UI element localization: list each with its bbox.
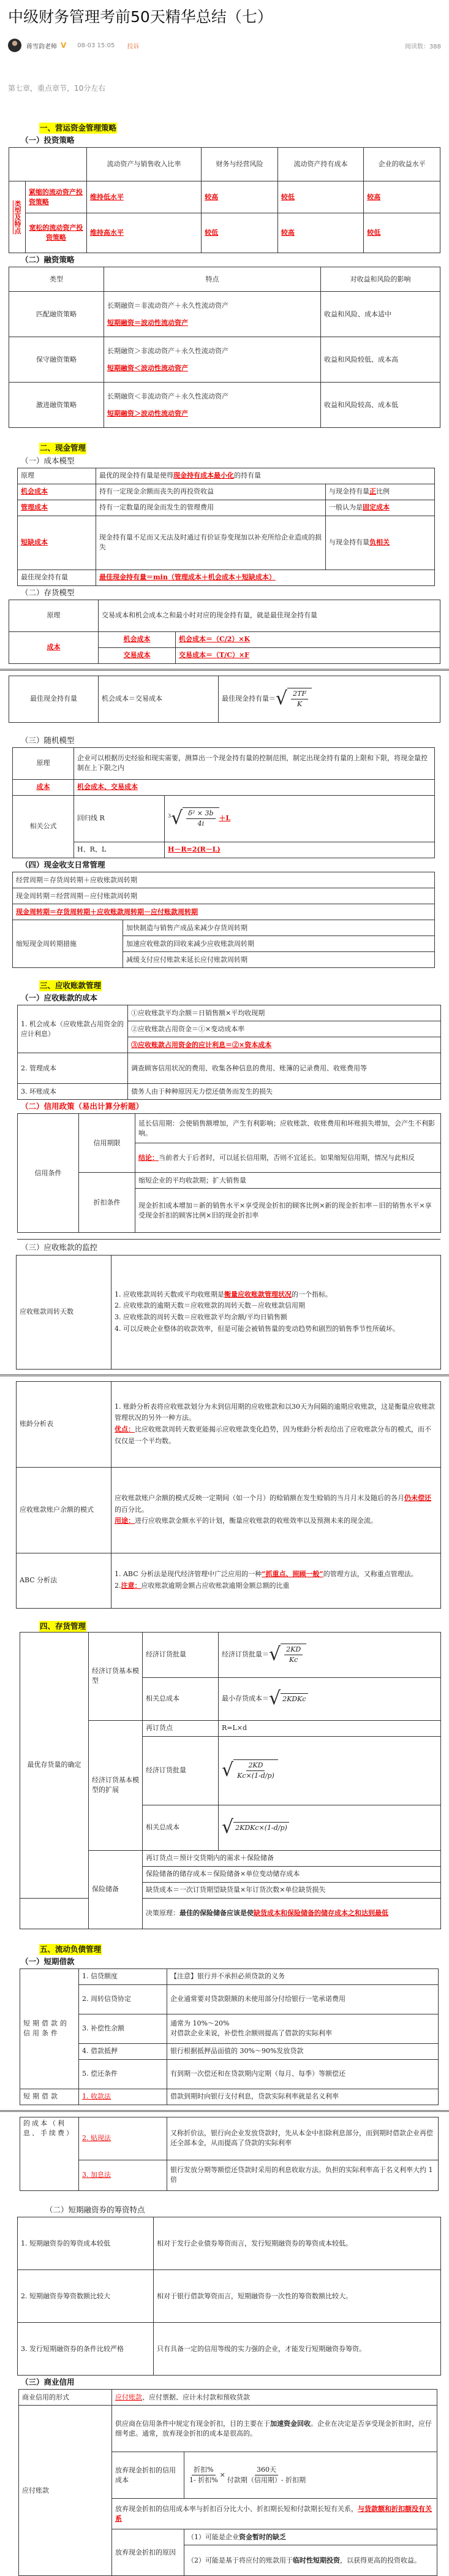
table-cell: ③应收账款占用资金的应计利息＝②×资本成本	[128, 1037, 441, 1053]
subsection-title: （二）融资策略	[21, 255, 75, 265]
subsection-title: （二）短期融资券的筹资特点	[45, 2204, 145, 2214]
table-cell: 只有具备一定的信用等级的实力强的企业，才能发行短期融资券筹资。	[154, 2323, 441, 2376]
table-cell: 最佳现金持有量	[9, 676, 99, 722]
table-cell: 短缺成本	[18, 516, 96, 570]
subsection-title: （二）存货模型	[21, 587, 75, 597]
sqrt-formula: √ $\frac{2TF}{K}$	[276, 688, 312, 710]
table-header: 财务与经营风险	[202, 148, 278, 181]
cost-model-table	[17, 468, 435, 586]
table-cell: 【注意】银行并不承担必须贷款的义务	[167, 1968, 439, 1984]
table-cell: 借款到期时向银行支付利息，贷款实际利率就是名义利率	[167, 2089, 439, 2105]
table-cell: ABC 分析法	[17, 1553, 111, 1608]
intro-text: 第七章，重点章节，10分左右	[8, 84, 106, 93]
table-cell: 2. 周转信贷协定	[79, 1984, 167, 2014]
table-cell: 信用条件	[18, 1114, 79, 1233]
table-cell: 维持高水平	[86, 213, 201, 253]
table-cell: 供应商在信用条件中规定有现金折扣，目的主要在于加速资金回收。企业在决定是否享受现金折扣时，应仔细考虑。通常，放弃现金折扣的成本是很高的。	[112, 2406, 437, 2452]
table-cell: 再订货点＝预计交货期内的需求＋保险储备	[143, 1850, 441, 1866]
publish-time: 08-03 15:05	[77, 42, 115, 49]
avatar[interactable]	[8, 39, 21, 52]
table-cell: 最佳现金持有量	[18, 570, 96, 585]
table-cell: 现金持有量不足而又无法及时通过有价证券变现加以补充所给企业造成的损失	[96, 516, 326, 570]
table-cell: 2. 管理成本	[18, 1053, 128, 1084]
subsection-title: （一）投资策略	[21, 135, 75, 145]
table-cell: 机会成本	[18, 484, 96, 500]
table-cell: 缩短企业的平均收款期；扩大销售量	[135, 1173, 441, 1189]
subsection-title: （一）成本模型	[21, 455, 75, 465]
table-cell: 机会成本、交易成本	[74, 779, 435, 795]
table-cell: 机会成本＝（C/2）×K	[176, 631, 440, 647]
table-cell: 交易成本＝（T/C）×F	[176, 647, 440, 663]
table-cell: 现金周转期＝经营周期－应付账款周转期	[13, 888, 435, 904]
table-cell	[104, 383, 321, 428]
table-cell: 较高	[277, 213, 363, 253]
table-cell: 1. ABC 分析法是现代经济管理中广泛应用的一种“抓重点、照顾一般”的管理方法，又称重点管理法。 2.注意：应收账款逾期金额占应收账款逾期金额总额的比重	[111, 1553, 441, 1608]
table-cell: 1. 信贷额度	[79, 1968, 167, 1984]
formula-cell: $\frac{\text{折扣\%}}{\text{1- 折扣\%}}$ × $\frac{\text{360天}}{\text{付款期（信用期）- 折扣期}}$	[184, 2452, 437, 2499]
report-link[interactable]: 投诉	[127, 43, 140, 50]
inventory-model-formula-table	[9, 676, 440, 723]
table-cell: 信用期限	[79, 1114, 135, 1173]
table-cell: 短期借款的信用条件	[20, 1968, 79, 2089]
table-cell: 与现金持有量负相关	[326, 516, 435, 570]
table-cell: 一般认为是固定成本	[326, 500, 435, 516]
table-cell	[104, 292, 321, 337]
table-cell: 应付账款、应付票据、应计未付款和预收货款	[112, 2390, 437, 2406]
formula-cell: $^3$ √ $\frac{\text{δ² × 3b}}{4i}$ ＋L	[165, 795, 435, 842]
table-cell: 现金折扣成本增加＝新的销售水平×享受现金折扣的顾客比例×新的现金折扣率－旧的销售水平×享受现金折扣的顾客比例×旧的现金折扣率	[135, 1189, 441, 1233]
financing-strategy-table	[9, 267, 440, 428]
article-title: 中级财务管理考前50天精华总结（七）	[8, 8, 273, 26]
table-cell: 与现金持有量正比例	[326, 484, 435, 500]
table-cell: 1. 机会成本（应收账款占用资金的应计利息）	[18, 1005, 128, 1053]
commercial-paper-table	[17, 2217, 441, 2376]
receivable-cost-table	[17, 1005, 441, 1100]
table-cell: 原理	[9, 600, 99, 631]
table-cell: 较高	[202, 181, 278, 213]
article-meta	[8, 36, 441, 55]
table-header: 流动资产与销售收入比率	[86, 148, 201, 181]
table-cell: 放弃现金折扣的信用成本率与折扣百分比大小、折扣期长短和付款期长短有关系，与货款额和折扣额没有关系	[112, 2499, 437, 2529]
table-cell: 最优的现金持有量是使得现金持有成本最小化的持有量	[96, 468, 435, 484]
verified-icon: V	[61, 41, 67, 50]
table-cell: 经济订货批量	[143, 1632, 219, 1677]
table-cell: 相关总成本	[143, 1805, 219, 1850]
table-cell: 原理	[13, 747, 74, 779]
section-title: 四、存货管理	[39, 1621, 86, 1632]
table-cell: 收益和风险较低、成本高	[321, 337, 440, 383]
inventory-management-table	[20, 1632, 441, 1929]
subsection-title: （三）随机模型	[21, 735, 75, 745]
table-cell: 持有一定数量的现金而发生的管理费用	[96, 500, 326, 516]
table-cell: 经营周期＝存货周转期＋应收账款周转期	[13, 872, 435, 888]
table-cell: 折扣条件	[79, 1173, 135, 1233]
investment-strategy-table	[9, 147, 440, 253]
table-header: 特点	[104, 267, 321, 292]
table-cell: 3. 加息法	[79, 2160, 167, 2190]
table-cell: 成本	[13, 779, 74, 795]
table-cell: 应收账款账户余额的模式	[17, 1467, 111, 1553]
table-cell: 经济订货基本模型	[89, 1632, 143, 1720]
table-cell: 交易成本和机会成本之和最小时对应的现金持有量，就是最佳现金持有量	[99, 600, 440, 631]
table-cell: 保险储备的储存成本＝保险储备×单位变动储存成本	[143, 1866, 441, 1882]
table-cell: 3. 补偿性余额	[79, 2014, 167, 2043]
table-cell: 现金周转期＝存货周转期＋应收账款周转期－应付账款周转期	[13, 904, 435, 920]
receivable-monitor-table-2	[16, 1381, 441, 1609]
table-cell: 相关公式	[13, 795, 74, 858]
table-cell: 的成本（利息、手续费）	[20, 2117, 79, 2190]
table-cell: 放弃现金折扣的信用成本	[112, 2452, 184, 2499]
formula-text: 短期融资＞波动性流动资产	[107, 409, 188, 417]
formula-text: 长期融资＝非流动资产＋永久性流动资产	[107, 301, 228, 310]
table-cell: 1. 收款法	[79, 2089, 167, 2105]
table-cell: 应收账款账户余额的模式反映一定期间（如一个月）的赊销额在发生赊销的当月月末及随后的各月仍未偿还的百分比。 用途：进行应收账款金额水平的计划，衡量应收账款的收账效率以及预测未来的现金流。	[111, 1467, 441, 1553]
formula-text: 长期融资＜非流动资产＋永久性流动资产	[107, 392, 228, 400]
subsection-title: （二）信用政策（易出计算分析题）	[21, 1102, 144, 1111]
table-cell: 1. 应收账款周转天数或平均收账期是衡量应收账款管理状况的一个指标。 2. 应收账款的逾期天数＝应收账款的周转天数－应收账款信用期 3. 应收账款的周转天数＝应收账款平均余额/平均日销售额 4. 可以反映企业整体的收款效率，但是可能会被销售量的变动趋势和剧烈的销售季节性所破坏。	[111, 1255, 441, 1369]
table-cell: 激进融资策略	[9, 383, 104, 428]
table-cell: 经济订货批量	[143, 1736, 219, 1805]
table-cell: 交易成本	[99, 647, 176, 663]
table-cell: 保守融资策略	[9, 337, 104, 383]
formula-cell: 最小存货成本＝ √ 2KDKc	[219, 1677, 441, 1720]
table-cell: 放弃现金折扣的原因	[112, 2529, 184, 2576]
table-cell: 机会成本	[99, 631, 176, 647]
formula-text: 短期融资＜波动性流动资产	[107, 364, 188, 372]
table-cell: 延长信用期：会使销售额增加，产生有利影响；应收账款、收账费用和坏账损失增加，会产生不利影响。	[135, 1114, 441, 1143]
table-header: 流动资产持有成本	[277, 148, 363, 181]
table-cell: 1. 短期融资券的筹资成本较低	[18, 2217, 154, 2270]
table-cell: 匹配融资策略	[9, 292, 104, 337]
table-cell: 债务人由于种种原因无力偿还债务而发生的损失	[128, 1084, 441, 1100]
table-cell: 持有一定现金余额而丧失的再投资收益	[96, 484, 326, 500]
table-cell: 维持低水平	[86, 181, 201, 213]
table-cell: （2）可能是基于将应付的账款用于临时性短期投资，以获得更高的投资收益。	[184, 2545, 437, 2576]
divider	[0, 669, 449, 671]
random-model-table	[12, 747, 435, 858]
short-term-loan-table	[20, 1968, 439, 2105]
table-cell: H、R、L	[74, 842, 165, 858]
section-title: 一、营运资金管理策略	[39, 123, 117, 134]
subsection-title: （一）应收账款的成本	[21, 993, 98, 1003]
table-cell: 再订货点	[143, 1720, 219, 1736]
table-cell: 最优存货量的确定	[20, 1632, 89, 1898]
table-cell: 结论：当前者大于后者时，可以延长信用期，否则不宜延长。如果缩短信用期，情况与此相反	[135, 1143, 441, 1173]
table-cell: 3. 发行短期融资券的条件比较严格	[18, 2323, 154, 2376]
credit-policy-table	[17, 1113, 441, 1233]
short-term-loan-table-2	[20, 2117, 439, 2191]
table-cell: 银行发放分期等额偿还贷款时采用的利息收取方法。负担的实际利率高于名义利率大约 1 倍	[167, 2160, 439, 2190]
subsection-title: （一）短期借款	[21, 1956, 75, 1966]
table-cell: 账龄分析表	[17, 1381, 111, 1467]
section-title: 五、流动负债管理	[39, 1944, 102, 1955]
table-header: 企业的收益水平	[364, 148, 440, 181]
formula-text: 长期融资＞非流动资产＋永久性流动资产	[107, 346, 228, 355]
formula-cell: 经济订货批量＝ √ $\frac{2KD}{Kc}$	[219, 1632, 441, 1677]
row-group-label: 类型及特点	[9, 181, 26, 253]
table-cell: 减缓支付应付账款来延长应付账款周转期	[123, 952, 435, 968]
formula-cell: 最佳现金持有量＝ √ $\frac{2TF}{K}$	[219, 676, 440, 722]
table-cell: 收益和风险较高、成本低	[321, 383, 440, 428]
formula-cell: √ $\frac{2KD}{Kc\times(1-d/p)}$	[219, 1736, 441, 1805]
section-title: 三、应收账款管理	[39, 980, 102, 991]
table-cell: 较低	[202, 213, 278, 253]
read-count: 阅读数：388	[404, 43, 441, 50]
table-cell: 调查顾客信用状况的费用、收集各种信息的费用、账簿的记录费用、收账费用等	[128, 1053, 441, 1084]
table-cell: 2. 短期融资券筹资数额比较大	[18, 2270, 154, 2323]
table-cell: H－R=2(R－L)	[165, 842, 435, 858]
table-cell: 通常为 10%～20% 对借款企业来说，补偿性余额则提高了借款的实际利率	[167, 2014, 439, 2043]
table-cell: 决策原理：最佳的保险储备应该是使缺货成本和保险储备的储存成本之和达到最低	[143, 1898, 441, 1929]
table-cell: 缩短现金周转期措施	[13, 920, 123, 968]
table-cell: 原理	[18, 468, 96, 484]
table-cell: 相关总成本	[143, 1677, 219, 1720]
trade-credit-table	[18, 2389, 437, 2576]
receivable-monitor-table	[16, 1255, 441, 1370]
table-cell: 较低	[277, 181, 363, 213]
table-cell: 银行根据抵押品面值的 30%～90%发放贷款	[167, 2043, 439, 2059]
table-header: 对收益和风险的影响	[321, 267, 440, 292]
table-cell: 最佳现金持有量＝min（管理成本＋机会成本＋短缺成本）	[96, 570, 435, 585]
divider	[0, 1374, 449, 1376]
table-cell: 保险储备	[89, 1850, 143, 1929]
table-cell	[104, 337, 321, 383]
formula-text: 短期融资＝波动性流动资产	[107, 318, 188, 327]
table-cell: 3. 坏账成本	[18, 1084, 128, 1100]
table-cell: 经济订货基本模型的扩展	[89, 1720, 143, 1850]
table-header: 类型	[9, 267, 104, 292]
divider	[17, 1239, 440, 1240]
table-cell: 机会成本＝交易成本	[99, 676, 219, 722]
table-cell: 2. 贴现法	[79, 2117, 167, 2160]
table-cell: 相对于发行企业债券筹资而言，发行短期融资券的筹资成本较低。	[154, 2217, 441, 2270]
strategy-name: 宽松的流动资产投资策略	[25, 213, 86, 253]
table-cell: 回归线 R	[74, 795, 165, 842]
table-cell: （1）可能是企业资金暂时的缺乏	[184, 2529, 437, 2545]
cash-management-table	[12, 872, 435, 968]
subsection-title: （三）商业信用	[21, 2377, 75, 2387]
formula-cell: √ 2KDKc×(1-d/p)	[219, 1805, 441, 1850]
table-cell: 收益和风险、成本适中	[321, 292, 440, 337]
table-cell: 企业可以根据历史经验和现实需要，测算出一个现金持有量的控制范围，制定出现金持有量的上限和下限，将现金量控制在上下限之内	[74, 747, 435, 779]
table-cell: 管理成本	[18, 500, 96, 516]
table-cell: 5. 偿还条件	[79, 2059, 167, 2089]
table-cell: 较高	[364, 181, 440, 213]
table-cell: 4. 借款抵押	[79, 2043, 167, 2059]
author-name[interactable]: 蒋雪韵老师	[26, 43, 57, 50]
table-cell: 企业通常要对贷款限额的未使用部分付给银行一笔承诺费用	[167, 1984, 439, 2014]
table-cell: 加快制造与销售产成品来减少存货周转期	[123, 920, 435, 936]
table-cell: ①应收账款平均余额＝日销售额×平均收现期	[128, 1005, 441, 1021]
table-cell: ②应收账款占用资金＝①×变动成本率	[128, 1021, 441, 1037]
inventory-model-table	[9, 600, 440, 664]
divider	[0, 2110, 449, 2112]
table-cell: 加速应收账款的回收来减少应收账款周转期	[123, 936, 435, 952]
table-cell: 又称折价法，银行向企业发放贷款时，先从本金中扣除利息部分，而到期时借款企业再偿还全部本金，从而提高了贷款的实际利率	[167, 2117, 439, 2160]
subsection-title: （三）应收账款的监控	[21, 1243, 98, 1252]
table-cell: R=L×d	[219, 1720, 441, 1736]
subsection-title: （四）现金收支日常管理	[21, 859, 105, 869]
table-cell: 1. 账龄分析表将应收账款划分为未到信用期的应收账款和以30天为间隔的逾期应收账款，这是衡量应收账款管理状况的另外一种方法。 优点：比应收账款周转天数更能揭示应收账款变化趋势，因为账龄分析表给出了应收账款分布的模式，而不仅仅是一个平均数。	[111, 1381, 441, 1467]
table-cell: 相对于银行借款筹资而言，短期融资券一次性的筹资数额比较大。	[154, 2270, 441, 2323]
table-cell: 短期借款	[20, 2089, 79, 2105]
document-body	[9, 123, 440, 2576]
table-cell: 有到期一次偿还和在贷款期内定期（每月、每季）等额偿还	[167, 2059, 439, 2089]
table-cell: 成本	[9, 631, 99, 663]
table-cell: 较低	[364, 213, 440, 253]
section-title: 二、现金管理	[39, 443, 86, 454]
table-cell: 缺货成本＝一次订货期望缺货量×年订货次数×单位缺货损失	[143, 1882, 441, 1898]
table-cell: 应付账款	[19, 2406, 112, 2576]
strategy-name: 紧缩的流动资产投资策略	[25, 181, 86, 213]
table-cell: 应收账款周转天数	[17, 1255, 111, 1369]
table-cell: 商业信用的形式	[19, 2390, 112, 2406]
